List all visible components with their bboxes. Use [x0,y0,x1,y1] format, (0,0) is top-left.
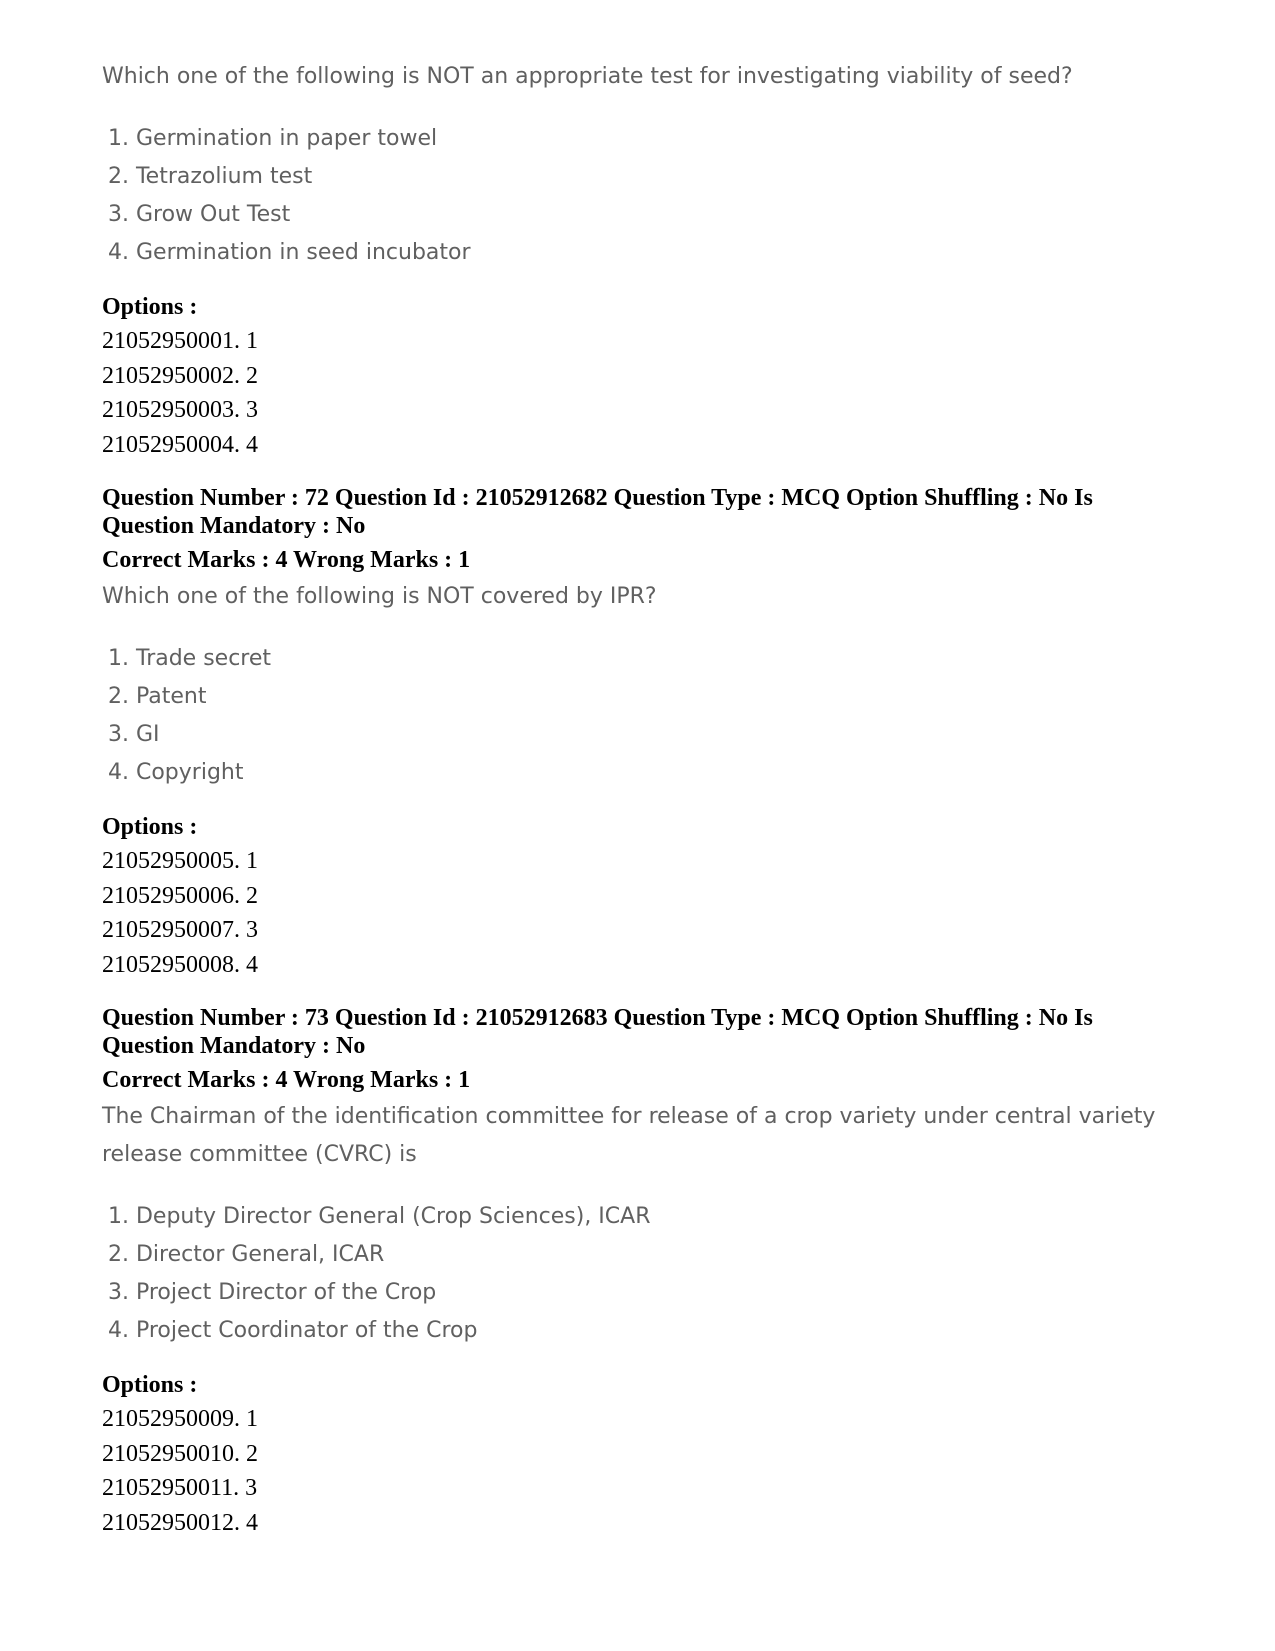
option-id-item: 21052950008. 4 [102,952,258,979]
question-72-header [102,484,1182,574]
question-72-body [102,578,1182,983]
question-71-body [102,58,1182,463]
choice-item: 1. Germination in paper towel [108,126,438,151]
question-73-header [102,1004,1182,1094]
choice-item: 3. Project Director of the Crop [108,1280,437,1305]
choice-item: 4. Project Coordinator of the Crop [108,1318,478,1343]
option-id-item: 21052950012. 4 [102,1510,258,1537]
question-meta: Question Number : 73 Question Id : 21052912683 Question Type : MCQ Option Shuffling : No Is Question Mandatory : No [102,1005,1093,1059]
option-id-list [102,324,1182,463]
question-meta: Question Number : 72 Question Id : 21052912682 Question Type : MCQ Option Shuffling : No Is Question Mandatory : No [102,485,1093,539]
question-text: Which one of the following is NOT an appropriate test for investigating viability of seed? [102,64,1073,89]
option-id-item: 21052950007. 3 [102,917,258,944]
option-id-item: 21052950002. 2 [102,362,258,389]
question-text: Which one of the following is NOT covered by IPR? [102,584,657,609]
option-id-item: 21052950004. 4 [102,432,258,459]
choice-item: 3. Grow Out Test [108,202,291,227]
options-label: Options : [102,1372,198,1398]
choice-item: 4. Germination in seed incubator [108,240,471,265]
choice-item: 4. Copyright [108,760,244,785]
option-id-item: 21052950001. 1 [102,328,258,354]
choice-item: 2. Director General, ICAR [108,1242,385,1267]
marks-line: Correct Marks : 4 Wrong Marks : 1 [102,1067,471,1093]
answer-choices [108,1198,1182,1350]
answer-choices [108,640,1182,792]
option-id-item: 21052950005. 1 [102,848,258,874]
question-73-body [102,1098,1182,1541]
answer-choices [108,120,1182,272]
question-text: The Chairman of the identification committee for release of a crop variety under central variety release committee (CVRC) is [102,1104,1156,1167]
choice-item: 3. GI [108,722,160,747]
options-label: Options : [102,294,198,320]
option-id-item: 21052950003. 3 [102,397,258,424]
option-id-list [102,844,1182,983]
option-id-item: 21052950010. 2 [102,1440,258,1467]
choice-item: 2. Tetrazolium test [108,164,313,189]
option-id-item: 21052950009. 1 [102,1406,258,1432]
option-id-list [102,1402,1182,1541]
marks-line: Correct Marks : 4 Wrong Marks : 1 [102,547,471,573]
option-id-item: 21052950006. 2 [102,882,258,909]
options-label: Options : [102,814,198,840]
choice-item: 1. Trade secret [108,646,272,671]
choice-item: 2. Patent [108,684,207,709]
choice-item: 1. Deputy Director General (Crop Sciences), ICAR [108,1204,651,1229]
option-id-item: 21052950011. 3 [102,1475,258,1502]
